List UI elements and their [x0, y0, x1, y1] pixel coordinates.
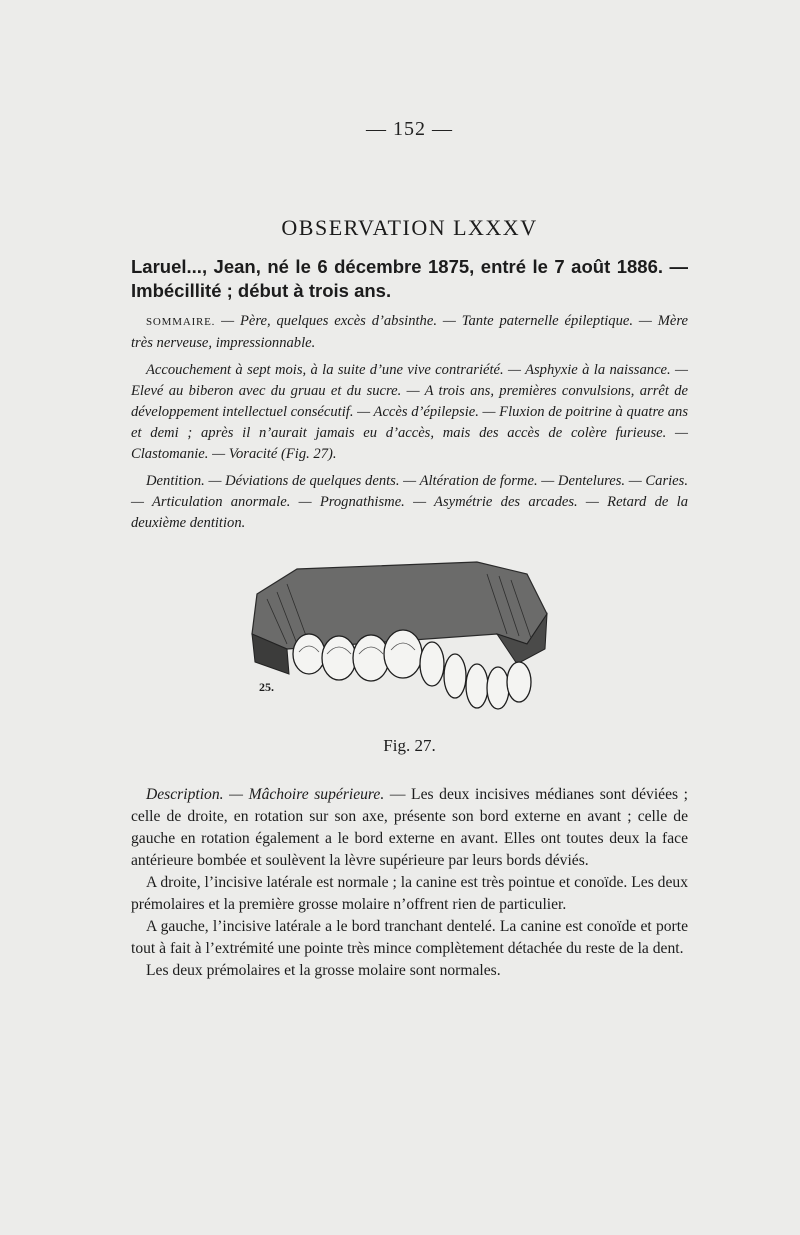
- page-content: [131, 118, 688, 982]
- description-paragraph: [131, 784, 688, 872]
- case-heading: Laruel..., Jean, né le 6 décembre 1875, entré le 7 août 1886. — Imbécillité ; début à trois ans.: [131, 256, 688, 301]
- left-side-paragraph: A gauche, l’incisive latérale a le bord tranchant dentelé. La canine est conoïde et porte tout à fait à l’extrémité une pointe très mince complètement détachée du reste de la dent.: [131, 918, 688, 957]
- page-number: — 152 —: [366, 118, 453, 140]
- summary-label: SOMMAIRE.: [146, 316, 216, 328]
- upper-jaw-illustration: [227, 554, 567, 734]
- description-label: Description. — Mâchoire supérieure.: [146, 786, 385, 803]
- figure-27: [131, 554, 688, 784]
- summary-paragraph: [131, 311, 688, 354]
- history-paragraph: Accouchement à sept mois, à la suite d’une vive contrariété. — Asphyxie à la naissance. — Elevé au biberon avec du gruau et du sucre. — A trois ans, premières convulsions, arrêt de développement intellectuel consécutif. — Accès d’épilepsie. — Fluxion de poitrine à quatre ans et demi ; après il n’aurait jamais eu d’accès, mais des accès de colère furieuse. — Clastomanie. — Voracité (Fig. 27).: [131, 362, 688, 462]
- figure-caption: Fig. 27.: [383, 736, 436, 755]
- description-text: — Les deux incisives médianes sont déviées ; celle de droite, en rotation sur son axe, présente son bord externe en avant ; celle de gauche en rotation également a le bord externe en avant. Elles ont toutes deux la face antérieure bombée et soulèvent la lèvre supérieure par leurs bords déviés.: [131, 786, 688, 869]
- summary-text: — Père, quelques excès d’absinthe. — Tante paternelle épileptique. — Mère très nerveuse, impressionnable.: [131, 313, 688, 351]
- dentition-paragraph: Dentition. — Déviations de quelques dents. — Altération de forme. — Dentelures. — Caries. — Articulation anormale. — Prognathisme. — Asymétrie des arcades. — Retard de la deuxième dentition.: [131, 473, 688, 531]
- closing-paragraph: Les deux prémolaires et la grosse molaire sont normales.: [146, 962, 501, 979]
- observation-title: OBSERVATION LXXXV: [281, 215, 538, 240]
- right-side-paragraph: A droite, l’incisive latérale est normale ; la canine est très pointue et conoïde. Les deux prémolaires et la première grosse molaire n’offrent rien de particulier.: [131, 874, 688, 913]
- figure-number-mark: 25.: [259, 680, 274, 694]
